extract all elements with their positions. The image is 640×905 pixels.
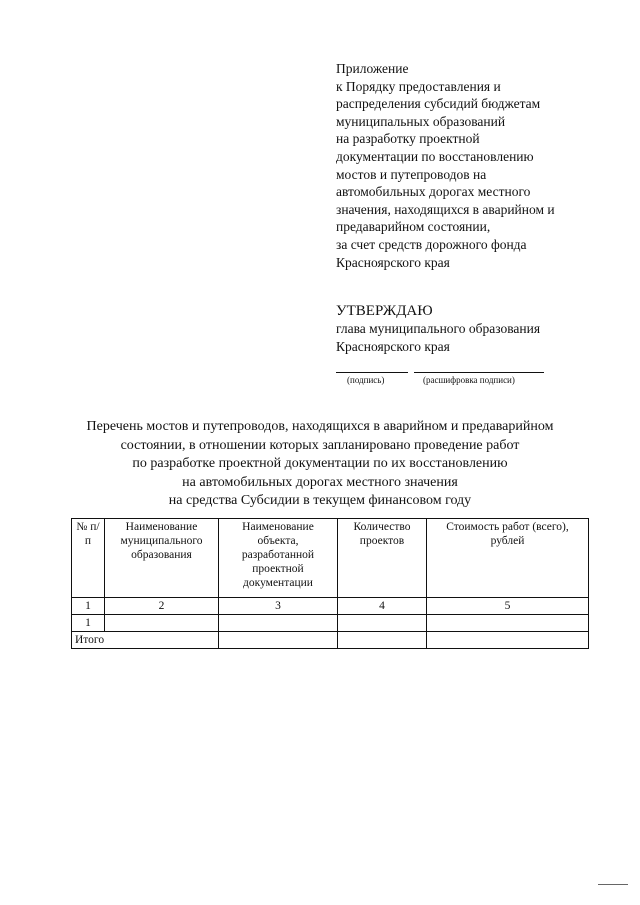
bridges-table (71, 518, 589, 649)
column-numbering-row (72, 598, 589, 615)
header-projects-count: Количество проектов (338, 519, 427, 598)
column-number: 1 (72, 598, 105, 615)
cell-object (219, 615, 338, 632)
total-label: Итого (72, 632, 219, 649)
appendix-line: Приложение (336, 61, 409, 76)
total-row (72, 632, 589, 649)
total-object (219, 632, 338, 649)
header-cost: Стоимость работ (всего), рублей (427, 519, 589, 598)
cell-municipality (105, 615, 219, 632)
appendix-line: предаварийном состоянии, (336, 219, 491, 235)
heading-line: на средства Субсидии в текущем финансовом году (168, 493, 472, 508)
heading-line: состоянии, в отношении которых запланировано проведение работ (120, 437, 520, 453)
cell-projects-count (338, 615, 427, 632)
approval-title: УТВЕРЖДАЮ (336, 303, 433, 319)
appendix-line: значения, находящихся в аварийном и (336, 201, 555, 217)
approval-block (336, 302, 540, 356)
signature-line (336, 372, 408, 373)
appendix-line: к Порядку предоставления и (336, 78, 501, 94)
approval-position: глава муниципального образования (336, 321, 541, 336)
appendix-line: на разработку проектной (336, 131, 480, 147)
appendix-line: мостов и путепроводов на (336, 166, 487, 182)
heading-line: Перечень мостов и путепроводов, находящихся в аварийном и предаварийном (86, 419, 554, 434)
appendix-line: распределения субсидий бюджетам (336, 96, 541, 112)
page-corner-mark (598, 884, 628, 885)
approval-region: Красноярского края (336, 339, 450, 354)
list-heading (60, 418, 580, 511)
cell-cost (427, 615, 589, 632)
column-number: 2 (105, 598, 219, 615)
appendix-line: за счет средств дорожного фонда (336, 236, 527, 252)
appendix-line: муниципальных образований (336, 113, 506, 129)
header-object: Наименование объекта, разработанной проектной документации (219, 519, 338, 598)
decryption-line (414, 372, 544, 373)
appendix-block (336, 60, 555, 271)
signature-caption: (подпись) (347, 375, 385, 385)
decryption-caption: (расшифровка подписи) (423, 375, 515, 385)
heading-line: по разработке проектной документации по их восстановлению (132, 456, 508, 471)
table-header-row (72, 519, 589, 598)
appendix-line: Красноярского края (336, 254, 450, 270)
cell-number: 1 (72, 615, 105, 632)
total-projects-count (338, 632, 427, 649)
table-row (72, 615, 589, 632)
heading-line: на автомобильных дорогах местного значения (182, 474, 458, 490)
column-number: 4 (338, 598, 427, 615)
appendix-line: автомобильных дорогах местного (336, 184, 531, 200)
column-number: 5 (427, 598, 589, 615)
header-municipality: Наименование муниципального образования (105, 519, 219, 598)
column-number: 3 (219, 598, 338, 615)
appendix-line: документации по восстановлению (336, 148, 534, 164)
total-cost (427, 632, 589, 649)
header-number: № п/п (72, 519, 105, 598)
